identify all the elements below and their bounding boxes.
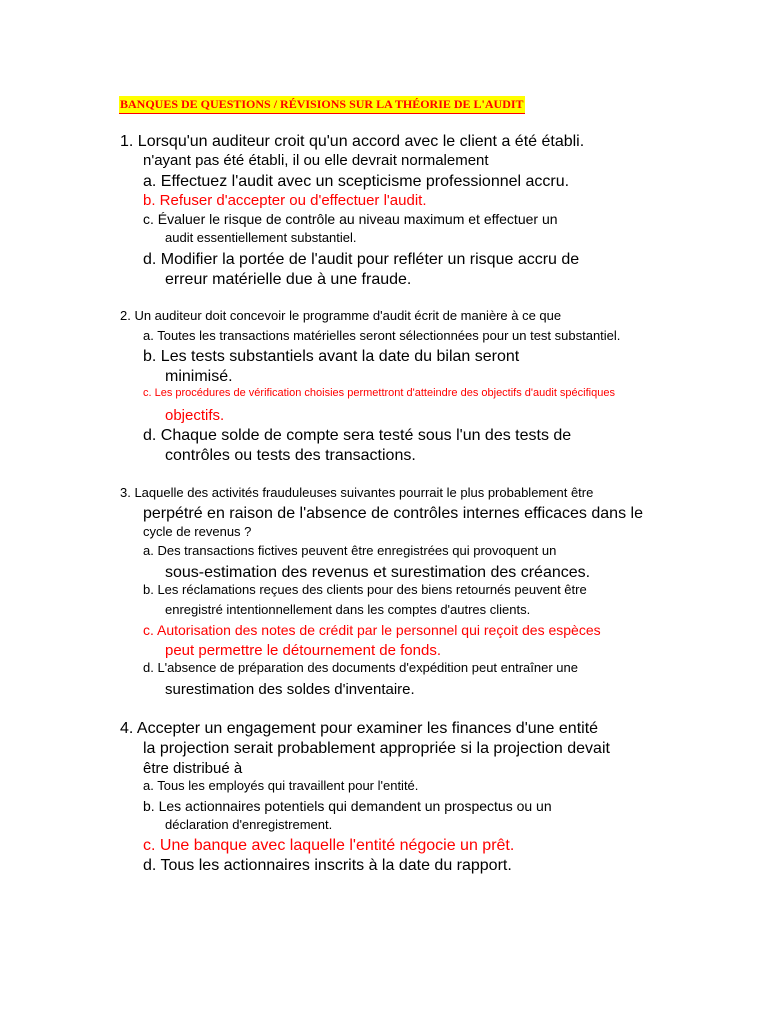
q3-stem-line1: 3. Laquelle des activités frauduleuses suivantes pourrait le plus probablement être xyxy=(120,485,594,500)
q2-option-d-line1: d. Chaque solde de compte sera testé sous l'un des tests de xyxy=(143,427,572,444)
q2-option-c-line1-answer: c. Les procédures de vérification choisies permettront d'atteindre des objectifs d'audit spécifiques xyxy=(143,387,615,399)
page-title: BANQUES DE QUESTIONS / RÉVISIONS SUR LA THÉORIE DE L'AUDIT xyxy=(119,96,525,114)
q1-option-d-line2: erreur matérielle due à une fraude. xyxy=(165,271,412,288)
q3-stem-line2: perpétré en raison de l'absence de contrôles internes efficaces dans le xyxy=(143,505,643,522)
q4-option-b-line1: b. Les actionnaires potentiels qui demandent un prospectus ou un xyxy=(143,798,552,814)
q3-option-b-line1: b. Les réclamations reçues des clients pour des biens retournés peuvent être xyxy=(143,582,587,597)
q2-option-a: a. Toutes les transactions matérielles seront sélectionnées pour un test substantiel. xyxy=(143,328,621,343)
q1-option-c-line1: c. Évaluer le risque de contrôle au niveau maximum et effectuer un xyxy=(143,211,558,227)
q4-stem-line3: être distribué à xyxy=(143,760,243,777)
q1-stem-line1: 1. Lorsqu'un auditeur croit qu'un accord avec le client a été établi. xyxy=(120,133,585,150)
q3-option-d-line1: d. L'absence de préparation des documents d'expédition peut entraîner une xyxy=(143,660,578,675)
q4-option-b-line2: déclaration d'enregistrement. xyxy=(165,817,333,832)
q1-option-a: a. Effectuez l'audit avec un scepticisme professionnel accru. xyxy=(143,173,570,190)
q3-option-a-line2: sous-estimation des revenus et surestimation des créances. xyxy=(165,564,591,581)
q4-option-a: a. Tous les employés qui travaillent pour l'entité. xyxy=(143,778,419,793)
q3-option-b-line2: enregistré intentionnellement dans les comptes d'autres clients. xyxy=(165,602,531,617)
q2-option-b-line2: minimisé. xyxy=(165,368,233,385)
q4-stem-line1: 4. Accepter un engagement pour examiner les finances d'une entité xyxy=(120,720,599,737)
q1-option-b-answer: b. Refuser d'accepter ou d'effectuer l'audit. xyxy=(143,192,427,209)
q3-option-d-line2: surestimation des soldes d'inventaire. xyxy=(165,681,415,698)
q2-option-d-line2: contrôles ou tests des transactions. xyxy=(165,447,416,464)
q2-option-b-line1: b. Les tests substantiels avant la date du bilan seront xyxy=(143,348,520,365)
q2-option-c-line2-answer: objectifs. xyxy=(165,407,225,424)
q1-option-c-line2: audit essentiellement substantiel. xyxy=(165,230,357,245)
q1-option-d-line1: d. Modifier la portée de l'audit pour refléter un risque accru de xyxy=(143,251,580,268)
q3-option-c-line2-answer: peut permettre le détournement de fonds. xyxy=(165,642,442,659)
q4-option-c-answer: c. Une banque avec laquelle l'entité négocie un prêt. xyxy=(143,837,515,854)
q4-option-d: d. Tous les actionnaires inscrits à la date du rapport. xyxy=(143,857,512,874)
q3-option-c-line1-answer: c. Autorisation des notes de crédit par le personnel qui reçoit des espèces xyxy=(143,622,601,638)
q1-stem-line2: n'ayant pas été établi, il ou elle devrait normalement xyxy=(143,152,489,169)
q3-option-a-line1: a. Des transactions fictives peuvent être enregistrées qui provoquent un xyxy=(143,543,557,558)
q2-stem-line1: 2. Un auditeur doit concevoir le programme d'audit écrit de manière à ce que xyxy=(120,308,562,323)
q3-stem-line3: cycle de revenus ? xyxy=(143,524,252,539)
q4-stem-line2: la projection serait probablement appropriée si la projection devait xyxy=(143,740,610,757)
